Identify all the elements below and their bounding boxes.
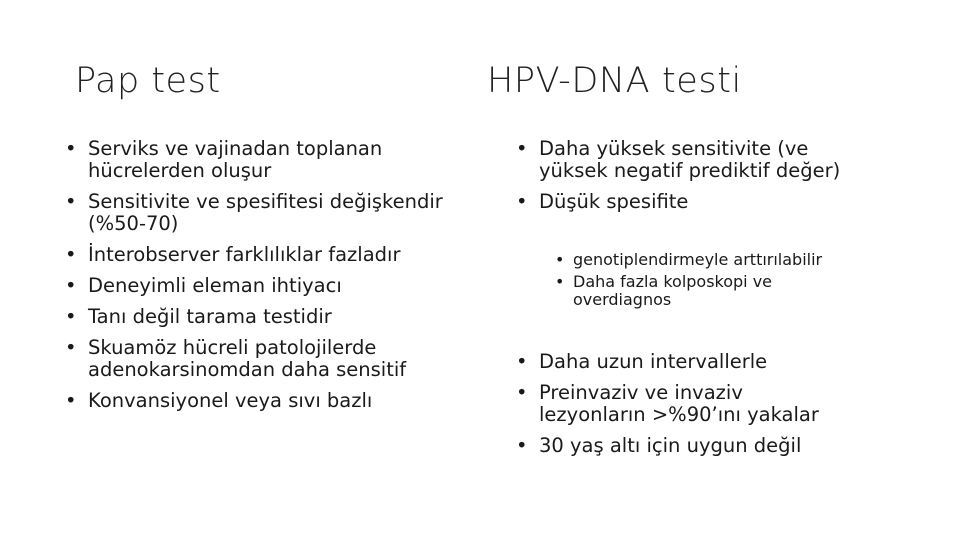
right-bullet-list-top [515, 138, 845, 222]
list-item-text: Daha yüksek sensitivite (ve yüksek negatif prediktif değer) [539, 137, 841, 182]
bullet-icon: • [65, 243, 77, 266]
list-item-text: Sensitivite ve spesifitesi değişkendir (%50-70) [88, 190, 443, 235]
sub-list-item-text: Daha fazla kolposkopi ve overdiagnos [573, 272, 773, 309]
bullet-icon: • [555, 250, 565, 269]
sub-list-item-text: genotiplendirmeyle arttırılabilir [573, 250, 823, 269]
list-item-text: İnterobserver farklılıklar fazladır [88, 243, 401, 266]
list-item [64, 191, 444, 235]
bullet-icon: • [516, 434, 528, 457]
bullet-icon: • [516, 137, 528, 160]
list-item [64, 337, 444, 381]
list-item-text: Serviks ve vajinadan toplanan hücrelerden oluşur [88, 137, 383, 182]
list-item-text: Skuamöz hücreli patolojilerde adenokarsinomdan daha sensitif [88, 336, 407, 381]
list-item [515, 435, 845, 457]
list-item-text: Tanı değil tarama testidir [88, 305, 332, 328]
right-column-title: HPV-DNA testi [487, 61, 742, 101]
bullet-icon: • [555, 272, 565, 291]
list-item [64, 306, 444, 328]
sub-list-item [555, 273, 845, 309]
list-item-text: Konvansiyonel veya sıvı bazlı [88, 389, 373, 412]
bullet-icon: • [65, 137, 77, 160]
list-item-text: 30 yaş altı için uygun değil [539, 434, 802, 457]
list-item [64, 244, 444, 266]
right-bullet-list-bottom [515, 351, 845, 466]
bullet-icon: • [516, 190, 528, 213]
sub-list-item [555, 251, 845, 269]
list-item-text: Deneyimli eleman ihtiyacı [88, 274, 342, 297]
list-item [515, 351, 845, 373]
bullet-icon: • [65, 305, 77, 328]
list-item [64, 275, 444, 297]
list-item [515, 382, 845, 426]
bullet-icon: • [65, 336, 77, 359]
list-item [64, 390, 444, 412]
list-item [64, 138, 444, 182]
left-bullet-list [64, 138, 444, 421]
bullet-icon: • [65, 389, 77, 412]
right-sub-bullet-list [555, 251, 845, 313]
list-item-text: Daha uzun intervallerle [539, 350, 768, 373]
list-item [515, 191, 845, 213]
list-item-text: Düşük spesifite [539, 190, 689, 213]
list-item [515, 138, 845, 182]
left-column-title: Pap test [75, 61, 221, 101]
bullet-icon: • [65, 190, 77, 213]
bullet-icon: • [65, 274, 77, 297]
bullet-icon: • [516, 350, 528, 373]
list-item-text: Preinvaziv ve invaziv lezyonların >%90’ını yakalar [539, 381, 819, 426]
bullet-icon: • [516, 381, 528, 404]
